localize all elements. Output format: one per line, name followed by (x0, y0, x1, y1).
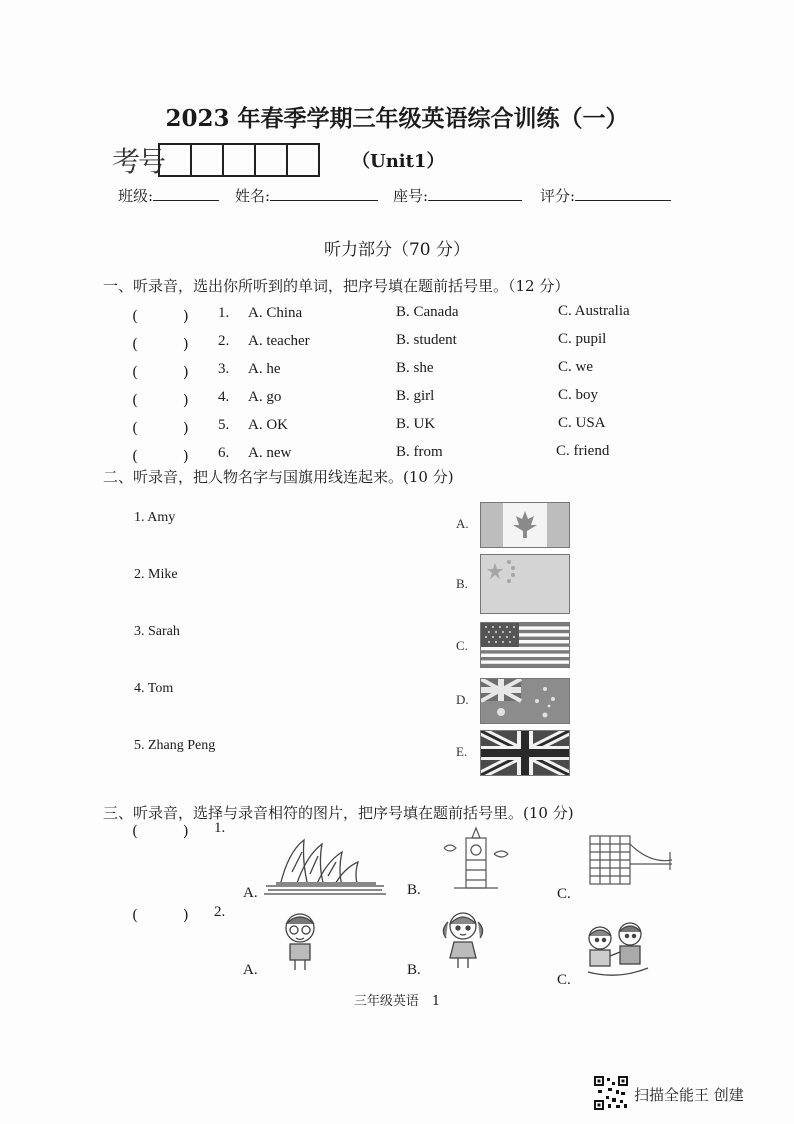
exam-number-box[interactable] (190, 143, 224, 177)
option-a: A. go (248, 389, 282, 405)
option-a: A. teacher (248, 333, 310, 349)
page-footer: 三年级英语 1 (353, 994, 441, 1009)
canada-flag-icon[interactable] (480, 502, 570, 548)
item-number: 2. (218, 333, 230, 349)
qr-code-icon (594, 1076, 628, 1110)
answer-paren[interactable]: ( ) (132, 363, 189, 381)
exam-number-box[interactable] (222, 143, 256, 177)
flag-letter: D. (456, 692, 469, 707)
australia-flag-icon[interactable] (480, 678, 570, 724)
exam-number-box[interactable] (286, 143, 320, 177)
option-b: B. (407, 962, 421, 978)
section2-heading: 二、听录音，把人物名字与国旗用线连起来。(10 分) (103, 468, 454, 486)
option-c: C. USA (558, 415, 606, 431)
name-label: 姓名: (235, 187, 271, 205)
answer-paren[interactable]: ( ) (132, 391, 189, 409)
answer-paren[interactable]: ( ) (132, 307, 189, 325)
item-number: 5. (218, 417, 230, 433)
seat-label: 座号: (393, 187, 429, 205)
big-ben-icon[interactable] (432, 826, 520, 894)
sydney-opera-house-icon[interactable] (262, 832, 388, 896)
answer-paren[interactable]: ( ) (132, 335, 189, 353)
person-name[interactable]: 2. Mike (134, 567, 178, 582)
item-number: 6. (218, 445, 230, 461)
flag-letter: E. (456, 744, 468, 759)
item-number: 3. (218, 361, 230, 377)
option-c: C. (557, 886, 571, 902)
item-number: 1. (214, 820, 226, 836)
score-label: 评分: (540, 187, 576, 205)
option-b: B. from (396, 444, 443, 460)
option-c: C. boy (558, 387, 599, 403)
listening-section-header: 听力部分（70 分） (323, 240, 471, 260)
option-a: A. he (248, 361, 281, 377)
unit-label: （Unit1） (352, 151, 445, 172)
option-a: A. China (248, 305, 303, 321)
seat-field[interactable] (393, 185, 522, 206)
section3-heading: 三、听录音，选择与录音相符的图片，把序号填在题前括号里。(10 分) (103, 804, 574, 822)
boy-icon[interactable] (275, 908, 325, 974)
option-b: B. girl (396, 388, 435, 404)
page-title: 2023 年春季学期三年级英语综合训练（一） (165, 105, 629, 132)
name-field[interactable] (235, 185, 378, 206)
answer-paren[interactable]: ( ) (132, 822, 189, 840)
option-c: C. we (558, 359, 593, 375)
usa-flag-icon[interactable] (480, 622, 570, 668)
option-a: A. (243, 962, 258, 978)
person-name[interactable]: 4. Tom (134, 681, 174, 696)
exam-number-box[interactable] (158, 143, 192, 177)
answer-paren[interactable]: ( ) (132, 447, 189, 465)
score-field[interactable] (540, 185, 671, 206)
class-label: 班级: (118, 187, 154, 205)
option-c: C. pupil (558, 331, 607, 347)
option-b: B. student (396, 332, 457, 348)
option-b: B. she (396, 360, 434, 376)
girl-icon[interactable] (436, 906, 490, 972)
golden-gate-bridge-icon[interactable] (580, 830, 676, 890)
answer-paren[interactable]: ( ) (132, 906, 189, 924)
flag-letter: B. (456, 576, 468, 591)
exam-number-boxes[interactable] (160, 143, 320, 177)
china-flag-icon[interactable] (480, 554, 570, 614)
exam-number-label: 考号 (112, 145, 165, 178)
two-children-icon[interactable] (578, 916, 658, 982)
person-name[interactable]: 3. Sarah (134, 624, 180, 639)
option-c: C. friend (556, 443, 610, 459)
option-c: C. Australia (558, 303, 630, 319)
person-name[interactable]: 5. Zhang Peng (134, 738, 216, 753)
item-number: 2. (214, 904, 226, 920)
option-b: B. (407, 882, 421, 898)
uk-flag-icon[interactable] (480, 730, 570, 776)
class-field[interactable] (118, 185, 219, 206)
option-b: B. Canada (396, 304, 459, 320)
option-c: C. (557, 972, 571, 988)
scanner-watermark: 扫描全能王 创建 (634, 1086, 744, 1104)
flag-letter: C. (456, 638, 468, 653)
option-a: A. (243, 885, 258, 901)
answer-paren[interactable]: ( ) (132, 419, 189, 437)
option-a: A. new (248, 445, 292, 461)
section1-heading: 一、听录音，选出你所听到的单词，把序号填在题前括号里。（12 分） (103, 277, 570, 295)
exam-number-box[interactable] (254, 143, 288, 177)
person-name[interactable]: 1. Amy (134, 510, 176, 525)
item-number: 1. (218, 305, 230, 321)
option-a: A. OK (248, 417, 288, 433)
item-number: 4. (218, 389, 230, 405)
flag-letter: A. (456, 516, 469, 531)
option-b: B. UK (396, 416, 436, 432)
